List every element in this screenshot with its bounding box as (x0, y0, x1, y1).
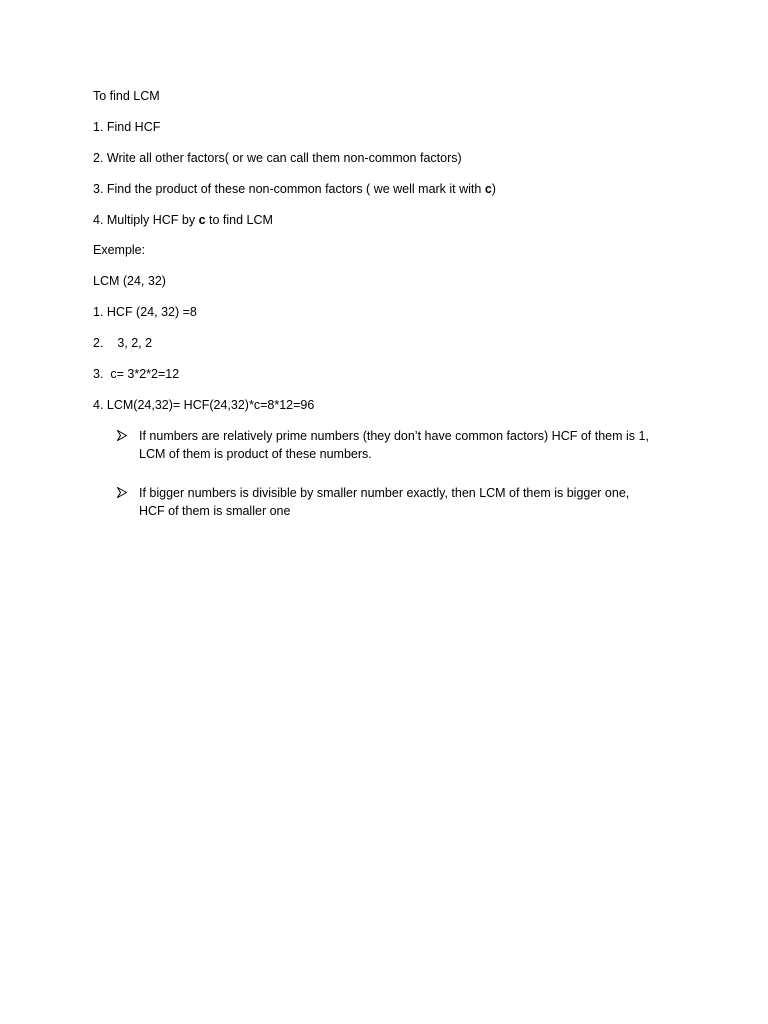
step-3-suffix: ) (491, 182, 496, 196)
step-3-prefix: 3. Find the product of these non-common factors ( we well mark it with (93, 182, 485, 196)
example-step-3: 3. c= 3*2*2=12 (93, 367, 180, 381)
note-1-line-1: If numbers are relatively prime numbers (they don’t have common factors) HCF of them is 1, (139, 429, 649, 443)
step-3-bold: c (484, 182, 492, 196)
example-step-4: 4. LCM(24,32)= HCF(24,32)*c=8*12=96 (93, 398, 315, 412)
step-2: 2. Write all other factors( or we can call them non-common factors) (93, 151, 462, 165)
note-1-text (139, 427, 689, 463)
example-label: Exemple: (93, 243, 146, 257)
step-4-suffix: to find LCM (205, 213, 273, 227)
heading: To find LCM (93, 89, 160, 103)
example-step-2: 2. 3, 2, 2 (93, 336, 153, 350)
step-4-prefix: 4. Multiply HCF by (93, 213, 199, 227)
note-2-line-1: If bigger numbers is divisible by smaller number exactly, then LCM of them is bigger one, (139, 486, 630, 500)
step-4 (93, 212, 273, 228)
arrowhead-bullet-icon (117, 430, 127, 441)
example-step-1: 1. HCF (24, 32) =8 (93, 305, 197, 319)
note-1-line-2: LCM of them is product of these numbers. (139, 447, 372, 461)
arrowhead-bullet-icon (117, 487, 127, 498)
step-1: 1. Find HCF (93, 120, 161, 134)
step-3 (93, 181, 496, 197)
example-title: LCM (24, 32) (93, 274, 166, 288)
note-2-line-2: HCF of them is smaller one (139, 504, 291, 518)
note-2-text (139, 484, 689, 520)
step-4-bold: c (198, 213, 206, 227)
